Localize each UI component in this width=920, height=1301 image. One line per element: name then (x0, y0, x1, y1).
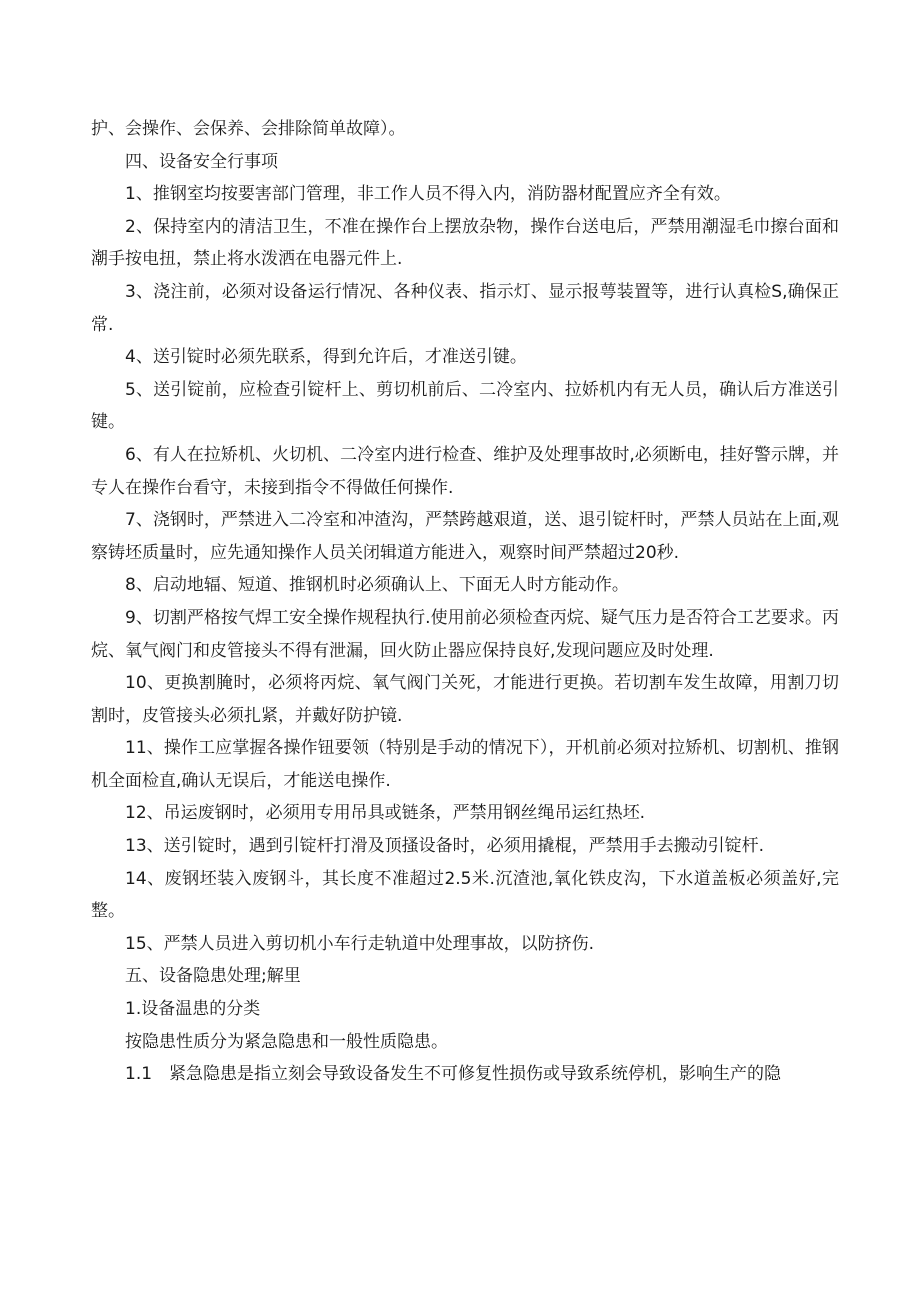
paragraph-item-1-1: 1.1 紧急隐患是指立刻会导致设备发生不可修复性损伤或导致系统停机，影响生产的隐 (125, 1064, 782, 1085)
paragraph-item-12: 12、吊运废钢时，必须用专用吊具或链条，严禁用钢丝绳吊运红热坯. (125, 803, 646, 824)
paragraph-item-4: 4、送引锭时必须先联系，得到允许后，才准送引键。 (125, 347, 527, 368)
paragraph-item-8: 8、启动地辐、短道、推钢机时必须确认上、下面无人时方能动作。 (125, 575, 629, 596)
paragraph-0: 护、会操作、会保养、会排除简单故障）。 (91, 119, 406, 139)
section-heading-5: 五、设备隐患处理;解里 (125, 966, 301, 987)
paragraph-item-11: 11、操作工应掌握各操作钮要领（特别是手动的情况下），开机前必须对拉矫机、切割机、推钢机全面检直,确认无误后，才能送电操作. (91, 738, 839, 791)
document-page (91, 113, 839, 1091)
paragraph-classification: 按隐患性质分为紧急隐患和一般性质隐患。 (125, 1031, 448, 1052)
paragraph-item-5: 5、送引锭前，应检查引锭杆上、剪切机前后、二冷室内、拉娇机内有无人员，确认后方准送引键。 (91, 379, 839, 433)
paragraph-item-13: 13、送引锭时，遇到引锭杆打滑及顶搔设备时，必须用撬棍，严禁用手去搬动引锭杆. (125, 836, 765, 857)
paragraph-item-1: 1、推钢室均按要害部门管理，非工作人员不得入内，消防器材配置应齐全有效。 (125, 184, 731, 205)
paragraph-item-7: 7、浇钢时，严禁进入二冷室和冲渣沟，严禁跨越艰道，送、退引锭杆时，严禁人员站在上面,观察铸坯质量时，应先通知操作人员关闭辑道方能进入，观察时间严禁超过20秒. (91, 510, 839, 563)
paragraph-item-15: 15、严禁人员进入剪切机小车行走轨道中处理事故，以防挤伤. (125, 933, 595, 954)
section-heading-4: 四、设备安全行事项 (125, 151, 278, 172)
paragraph-item-2: 2、保持室内的清洁卫生，不准在操作台上摆放杂物，操作台送电后，严禁用潮湿毛巾擦台面和潮手按电扭，禁止将水泼洒在电器元件上. (91, 216, 839, 270)
paragraph-item-3: 3、浇注前，必须对设备运行情况、各种仪表、指示灯、显示报萼装置等，进行认真检S,确保正常. (91, 281, 839, 335)
paragraph-item-9: 9、切割严格按气焊工安全操作规程执行.使用前必须检查丙烷、疑气压力是否符合工艺要求。丙烷、氧气阀门和皮管接头不得有泄漏，回火防止器应保持良好,发现问题应及时处理. (91, 607, 839, 661)
paragraph-item-6: 6、有人在拉矫机、火切机、二冷室内进行检查、维护及处理事故时,必须断电，挂好警示牌，并专人在操作台看守，未接到指令不得做任何操作. (91, 444, 839, 498)
subsection-heading-1: 1.设备温患的分类 (125, 999, 261, 1020)
paragraph-item-14: 14、废钢坯装入废钢斗，其长度不准超过2.5米.沉渣池,氧化铁皮沟，下水道盖板必须盖好,完整。 (91, 868, 839, 922)
paragraph-item-10: 10、更换割腌时，必须将丙烷、氧气阀门关死，才能进行更换。若切割车发生故障，用割刀切割时，皮管接头必须扎紧，并戴好防护镜. (91, 673, 839, 726)
